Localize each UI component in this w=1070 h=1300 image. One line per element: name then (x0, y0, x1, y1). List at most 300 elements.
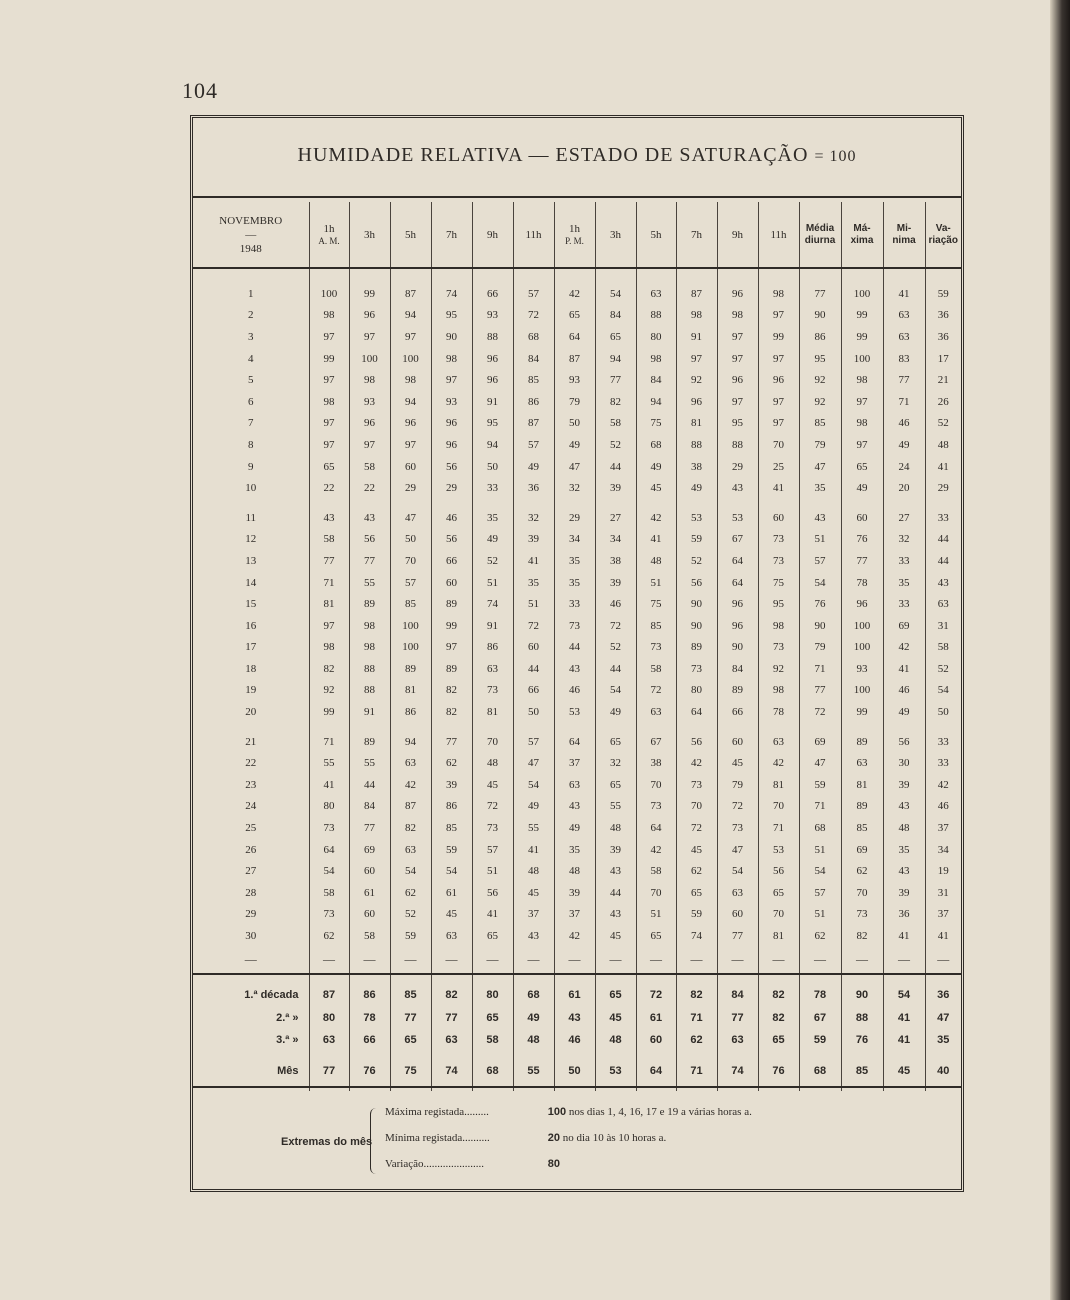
value-cell: 20 (883, 477, 925, 499)
value-cell: 36 (925, 305, 961, 327)
value-cell: 71 (309, 572, 349, 594)
value-cell: 94 (390, 305, 431, 327)
spacer-cell (883, 723, 925, 731)
value-cell: 70 (758, 434, 799, 456)
value-cell: 55 (349, 752, 390, 774)
value-cell: 44 (595, 882, 636, 904)
day-cell: 30 (245, 930, 257, 943)
value-cell: 57 (472, 839, 513, 861)
value-cell: 61 (431, 882, 472, 904)
value-cell: 35 (554, 550, 595, 572)
value-cell: 82 (309, 658, 349, 680)
value-cell: 81 (472, 701, 513, 723)
header-hour: 9h (717, 202, 758, 268)
value-cell: 92 (676, 369, 717, 391)
spacer-cell (193, 268, 309, 283)
spacer-cell (390, 723, 431, 731)
value-cell: 59 (676, 904, 717, 926)
summary-value: 77 (431, 1007, 472, 1029)
value-cell: 70 (390, 550, 431, 572)
value-cell: 34 (595, 529, 636, 551)
value-cell: 39 (595, 477, 636, 499)
value-cell: 54 (431, 860, 472, 882)
value-cell: 34 (925, 839, 961, 861)
value-cell: 82 (595, 391, 636, 413)
value-cell: 57 (390, 572, 431, 594)
value-cell: 95 (758, 593, 799, 615)
value-cell: 85 (636, 615, 676, 637)
spacer-cell (717, 499, 758, 507)
value-cell: 88 (472, 326, 513, 348)
value-cell: 45 (595, 925, 636, 947)
value-cell: 65 (841, 456, 883, 478)
value-cell: 99 (841, 701, 883, 723)
spacer-cell (595, 723, 636, 731)
summary-value: 45 (595, 1007, 636, 1029)
spacer-cell (349, 268, 390, 283)
value-cell: 52 (925, 658, 961, 680)
value-cell: 97 (390, 326, 431, 348)
summary-value: 63 (717, 1029, 758, 1051)
value-cell: 97 (431, 369, 472, 391)
value-cell: 81 (390, 680, 431, 702)
value-cell: 93 (431, 391, 472, 413)
spacer-cell (676, 499, 717, 507)
table-row (193, 507, 961, 529)
value-cell: 43 (349, 507, 390, 529)
title-text: HUMIDADE RELATIVA — ESTADO DE SATURAÇÃO (297, 144, 809, 166)
value-cell: 45 (431, 904, 472, 926)
extreme-variation: Variação...................... 80 (385, 1158, 560, 1170)
value-cell: 79 (799, 434, 841, 456)
value-cell: 43 (717, 477, 758, 499)
summary-value: 65 (472, 1007, 513, 1029)
day-cell: 26 (245, 843, 257, 856)
value-cell: 34 (554, 529, 595, 551)
day-cell: 13 (245, 554, 257, 567)
value-cell: 41 (513, 839, 554, 861)
value-cell: 36 (883, 904, 925, 926)
value-cell: 33 (883, 550, 925, 572)
value-cell: 92 (799, 369, 841, 391)
value-cell: 78 (758, 701, 799, 723)
spacer-cell (390, 499, 431, 507)
header-hour: 1h P. M. (554, 202, 595, 268)
day-cell: 21 (245, 735, 257, 748)
value-cell: 100 (390, 637, 431, 659)
summary-value: 88 (841, 1007, 883, 1029)
value-cell: 57 (513, 283, 554, 305)
summary-value: 75 (390, 1051, 431, 1091)
summary-value: 76 (349, 1051, 390, 1091)
value-cell: 92 (758, 658, 799, 680)
value-cell: 63 (925, 593, 961, 615)
value-cell: 39 (431, 774, 472, 796)
value-cell: 90 (717, 637, 758, 659)
summary-value: 61 (636, 1007, 676, 1029)
value-cell: 27 (883, 507, 925, 529)
value-cell: 44 (513, 658, 554, 680)
summary-value: 61 (554, 974, 595, 1007)
value-cell: 85 (841, 817, 883, 839)
title-value: = 100 (814, 148, 857, 165)
value-cell: 87 (676, 283, 717, 305)
value-cell: 86 (513, 391, 554, 413)
value-cell: 97 (309, 615, 349, 637)
value-cell: 64 (717, 550, 758, 572)
value-cell: 89 (717, 680, 758, 702)
value-cell: 86 (799, 326, 841, 348)
value-cell: 80 (309, 796, 349, 818)
value-cell: 43 (309, 507, 349, 529)
value-cell: 49 (883, 701, 925, 723)
dash-cell: — (554, 947, 595, 974)
table-row (193, 680, 961, 702)
header-hour: 11h (513, 202, 554, 268)
value-cell: 49 (636, 456, 676, 478)
value-cell: 90 (676, 615, 717, 637)
value-cell: 99 (349, 283, 390, 305)
value-cell: 60 (390, 456, 431, 478)
value-cell: 87 (390, 283, 431, 305)
value-cell: 75 (636, 413, 676, 435)
dash-cell: — (431, 947, 472, 974)
day-cell: 9 (248, 460, 254, 473)
value-cell: 51 (799, 904, 841, 926)
value-cell: 98 (758, 680, 799, 702)
value-cell: 77 (349, 817, 390, 839)
spacer-cell (925, 268, 961, 283)
value-cell: 63 (390, 752, 431, 774)
value-cell: 48 (554, 860, 595, 882)
value-cell: 92 (799, 391, 841, 413)
summary-value: 50 (554, 1051, 595, 1091)
spacer-cell (841, 268, 883, 283)
header-hour: 5h (636, 202, 676, 268)
value-cell: 73 (309, 817, 349, 839)
value-cell: 67 (636, 731, 676, 753)
value-cell: 65 (595, 774, 636, 796)
day-cell: 16 (245, 619, 257, 632)
value-cell: 93 (841, 658, 883, 680)
value-cell: 100 (841, 615, 883, 637)
value-cell: 42 (676, 752, 717, 774)
value-cell: 64 (554, 731, 595, 753)
value-cell: 58 (349, 456, 390, 478)
summary-value: 90 (841, 974, 883, 1007)
summary-value: 55 (513, 1051, 554, 1091)
value-cell: 51 (472, 860, 513, 882)
value-cell: 96 (841, 593, 883, 615)
value-cell: 98 (758, 615, 799, 637)
value-cell: 98 (309, 391, 349, 413)
summary-value: 72 (636, 974, 676, 1007)
value-cell: 84 (717, 658, 758, 680)
spacer-cell (193, 499, 309, 507)
dash-cell: — (595, 947, 636, 974)
dash-cell: — (244, 952, 257, 967)
value-cell: 97 (349, 326, 390, 348)
value-cell: 49 (595, 701, 636, 723)
value-cell: 96 (431, 434, 472, 456)
value-cell: 58 (925, 637, 961, 659)
value-cell: 46 (925, 796, 961, 818)
value-cell: 59 (390, 925, 431, 947)
dash-cell: — (883, 947, 925, 974)
value-cell: 72 (513, 615, 554, 637)
day-cell: 2 (248, 309, 254, 322)
value-cell: 70 (758, 796, 799, 818)
value-cell: 41 (513, 550, 554, 572)
value-cell: 63 (636, 283, 676, 305)
summary-value: 80 (472, 974, 513, 1007)
value-cell: 52 (472, 550, 513, 572)
value-cell: 54 (390, 860, 431, 882)
value-cell: 36 (513, 477, 554, 499)
value-cell: 84 (349, 796, 390, 818)
value-cell: 22 (349, 477, 390, 499)
summary-value: 82 (431, 974, 472, 1007)
value-cell: 43 (595, 904, 636, 926)
value-cell: 48 (883, 817, 925, 839)
value-cell: 100 (309, 283, 349, 305)
value-cell: 56 (472, 882, 513, 904)
summary-value: 84 (717, 974, 758, 1007)
header-month: NOVEMBRO — 1948 (193, 202, 309, 268)
summary-value: 54 (883, 974, 925, 1007)
value-cell: 38 (676, 456, 717, 478)
value-cell: 58 (309, 882, 349, 904)
value-cell: 65 (309, 456, 349, 478)
spacer-cell (799, 723, 841, 731)
value-cell: 75 (758, 572, 799, 594)
value-cell: 81 (758, 774, 799, 796)
summary-value: 76 (758, 1051, 799, 1091)
value-cell: 77 (799, 283, 841, 305)
day-cell: 23 (245, 778, 257, 791)
value-cell: 98 (349, 369, 390, 391)
value-cell: 60 (717, 904, 758, 926)
spacer-row (193, 268, 961, 283)
value-cell: 29 (431, 477, 472, 499)
value-cell: 52 (595, 637, 636, 659)
value-cell: 89 (349, 593, 390, 615)
summary-value: 71 (676, 1051, 717, 1091)
value-cell: 39 (595, 839, 636, 861)
day-cell: 3 (248, 330, 254, 343)
dash-cell: — (349, 947, 390, 974)
table-row (193, 456, 961, 478)
dash-cell: — (758, 947, 799, 974)
table-row (193, 529, 961, 551)
value-cell: 32 (554, 477, 595, 499)
spacer-cell (595, 499, 636, 507)
value-cell: 39 (595, 572, 636, 594)
value-cell: 89 (676, 637, 717, 659)
value-cell: 53 (717, 507, 758, 529)
dash-cell: — (390, 947, 431, 974)
extremes-section (193, 1086, 961, 1188)
value-cell: 45 (676, 839, 717, 861)
spacer-cell (676, 723, 717, 731)
summary-value: 46 (554, 1029, 595, 1051)
value-cell: 51 (799, 529, 841, 551)
value-cell: 49 (554, 817, 595, 839)
value-cell: 59 (676, 529, 717, 551)
table-row (193, 413, 961, 435)
value-cell: 35 (554, 572, 595, 594)
value-cell: 91 (676, 326, 717, 348)
value-cell: 85 (513, 369, 554, 391)
value-cell: 87 (513, 413, 554, 435)
summary-value: 86 (349, 974, 390, 1007)
summary-value: 49 (513, 1007, 554, 1029)
value-cell: 74 (431, 283, 472, 305)
value-cell: 62 (676, 860, 717, 882)
header-stat: Média diurna (799, 202, 841, 268)
value-cell: 41 (883, 925, 925, 947)
summary-value: 68 (513, 974, 554, 1007)
value-cell: 81 (758, 925, 799, 947)
value-cell: 64 (554, 326, 595, 348)
value-cell: 56 (431, 529, 472, 551)
value-cell: 93 (554, 369, 595, 391)
value-cell: 52 (390, 904, 431, 926)
value-cell: 31 (925, 882, 961, 904)
extremes-brace (370, 1108, 379, 1174)
value-cell: 64 (717, 572, 758, 594)
value-cell: 64 (676, 701, 717, 723)
value-cell: 66 (513, 680, 554, 702)
value-cell: 77 (595, 369, 636, 391)
value-cell: 73 (472, 817, 513, 839)
dash-cell: — (472, 947, 513, 974)
table-row (193, 882, 961, 904)
value-cell: 69 (799, 731, 841, 753)
value-cell: 54 (595, 283, 636, 305)
value-cell: 77 (309, 550, 349, 572)
spacer-cell (925, 723, 961, 731)
summary-row (193, 1029, 961, 1051)
value-cell: 63 (883, 305, 925, 327)
value-cell: 35 (554, 839, 595, 861)
value-cell: 98 (349, 615, 390, 637)
value-cell: 89 (431, 658, 472, 680)
value-cell: 65 (472, 925, 513, 947)
value-cell: 100 (841, 348, 883, 370)
value-cell: 44 (595, 658, 636, 680)
header-hour: 5h (390, 202, 431, 268)
table-row (193, 774, 961, 796)
value-cell: 55 (309, 752, 349, 774)
spacer-cell (390, 268, 431, 283)
value-cell: 19 (925, 860, 961, 882)
value-cell: 77 (717, 925, 758, 947)
value-cell: 96 (472, 369, 513, 391)
dash-cell: — (841, 947, 883, 974)
summary-value: 65 (595, 974, 636, 1007)
value-cell: 97 (309, 434, 349, 456)
value-cell: 68 (799, 817, 841, 839)
value-cell: 73 (758, 637, 799, 659)
value-cell: 44 (554, 637, 595, 659)
day-cell: 12 (245, 533, 257, 546)
value-cell: 72 (513, 305, 554, 327)
value-cell: 96 (431, 413, 472, 435)
header-stat: Má- xima (841, 202, 883, 268)
header-stat: Mi- nima (883, 202, 925, 268)
value-cell: 44 (925, 529, 961, 551)
value-cell: 63 (554, 774, 595, 796)
value-cell: 58 (636, 860, 676, 882)
value-cell: 97 (349, 434, 390, 456)
value-cell: 47 (554, 456, 595, 478)
table-row (193, 701, 961, 723)
value-cell: 45 (513, 882, 554, 904)
value-cell: 76 (841, 529, 883, 551)
summary-value: 40 (925, 1051, 961, 1091)
value-cell: 67 (717, 529, 758, 551)
value-cell: 98 (431, 348, 472, 370)
value-cell: 50 (925, 701, 961, 723)
header-row (193, 202, 961, 268)
spacer-cell (758, 723, 799, 731)
spacer-cell (554, 268, 595, 283)
spacer-cell (513, 723, 554, 731)
spacer-cell (717, 723, 758, 731)
value-cell: 72 (717, 796, 758, 818)
value-cell: 63 (431, 925, 472, 947)
value-cell: 37 (554, 904, 595, 926)
spacer-cell (717, 268, 758, 283)
value-cell: 26 (925, 391, 961, 413)
value-cell: 48 (595, 817, 636, 839)
value-cell: 65 (595, 326, 636, 348)
value-cell: 50 (513, 701, 554, 723)
value-cell: 97 (309, 413, 349, 435)
value-cell: 88 (717, 434, 758, 456)
spacer-cell (799, 499, 841, 507)
value-cell: 69 (841, 839, 883, 861)
summary-value: 58 (472, 1029, 513, 1051)
value-cell: 55 (595, 796, 636, 818)
value-cell: 57 (799, 550, 841, 572)
value-cell: 60 (841, 507, 883, 529)
day-cell: 20 (245, 706, 257, 719)
summary-value: 64 (636, 1051, 676, 1091)
value-cell: 60 (717, 731, 758, 753)
table-row (193, 593, 961, 615)
value-cell: 55 (349, 572, 390, 594)
spacer-cell (513, 499, 554, 507)
header-hour: 3h (349, 202, 390, 268)
header-hour: 11h (758, 202, 799, 268)
table-row (193, 283, 961, 305)
value-cell: 92 (309, 680, 349, 702)
value-cell: 24 (883, 456, 925, 478)
value-cell: 43 (883, 796, 925, 818)
spacer-cell (309, 268, 349, 283)
value-cell: 33 (472, 477, 513, 499)
value-cell: 96 (349, 413, 390, 435)
spacer-cell (554, 499, 595, 507)
day-cell: 19 (245, 684, 257, 697)
value-cell: 33 (925, 752, 961, 774)
value-cell: 60 (513, 637, 554, 659)
value-cell: 73 (554, 615, 595, 637)
value-cell: 90 (799, 615, 841, 637)
value-cell: 86 (431, 796, 472, 818)
